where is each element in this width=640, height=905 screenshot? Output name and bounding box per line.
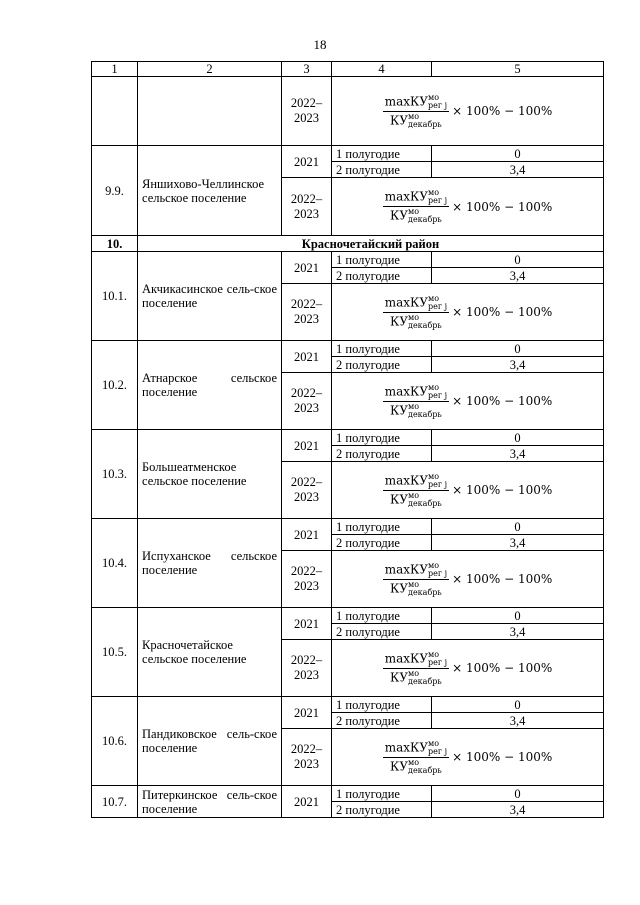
year-cell: 2021 (282, 252, 332, 284)
district-row (92, 236, 604, 252)
formula (383, 94, 553, 129)
year-cell: 2022– 2023 (282, 77, 332, 146)
table-row (92, 519, 604, 535)
formula-tail: × 100% − 100% (452, 199, 553, 214)
value-cell: 3,4 (432, 268, 604, 284)
name-cell: Испуханское сельское поселение (138, 519, 282, 608)
num-cell (92, 77, 138, 146)
value-cell: 0 (432, 252, 604, 268)
value-cell: 3,4 (432, 357, 604, 373)
district-name: Красночетайский район (138, 236, 604, 252)
num-cell: 10.6. (92, 697, 138, 786)
value-cell: 3,4 (432, 162, 604, 178)
formula-cell (332, 640, 604, 697)
formula-fraction: maxКУ мо рег j КУ мо декабрь (384, 649, 448, 686)
data-table (91, 61, 604, 818)
num-cell: 10.3. (92, 430, 138, 519)
year-cell: 2021 (282, 146, 332, 178)
page-number: 18 (313, 37, 327, 52)
num-cell: 10.7. (92, 786, 138, 818)
value-cell: 0 (432, 786, 604, 802)
header-row (92, 62, 604, 77)
name-cell: Питеркинское сель-ское поселение (138, 786, 282, 818)
year-cell: 2022– 2023 (282, 284, 332, 341)
formula-fraction: maxКУ мо рег j КУ мо декабрь (384, 738, 448, 775)
half-cell: 2 полугодие (332, 802, 432, 818)
year-cell: 2021 (282, 430, 332, 462)
formula (383, 384, 553, 419)
formula-fraction: maxКУ мо рег j КУ мо декабрь (384, 188, 448, 224)
half-cell: 1 полугодие (332, 519, 432, 535)
year-cell: 2021 (282, 786, 332, 818)
value-cell: 0 (432, 146, 604, 162)
formula (383, 562, 553, 597)
formula-fraction: maxКУ мо рег j КУ мо декабрь (384, 382, 448, 419)
formula-fraction: maxКУ мо рег j КУ мо декабрь (384, 471, 448, 508)
value-cell: 0 (432, 697, 604, 713)
value-cell: 3,4 (432, 624, 604, 640)
year-cell: 2021 (282, 608, 332, 640)
value-cell: 0 (432, 341, 604, 357)
header-cell: 4 (332, 62, 432, 77)
formula-tail: × 100% − 100% (452, 104, 553, 118)
half-cell: 1 полугодие (332, 608, 432, 624)
year-cell: 2021 (282, 341, 332, 373)
formula-tail: × 100% − 100% (452, 305, 553, 319)
header-cell: 1 (92, 62, 138, 77)
half-cell: 2 полугодие (332, 713, 432, 729)
value-cell: 3,4 (432, 713, 604, 729)
header-cell: 5 (432, 62, 604, 77)
formula-cell (332, 462, 604, 519)
formula (383, 473, 553, 508)
formula-cell (332, 178, 604, 236)
table-row (92, 77, 604, 146)
half-cell: 1 полугодие (332, 252, 432, 268)
num-cell: 10.1. (92, 252, 138, 341)
name-cell (138, 77, 282, 146)
half-cell: 1 полугодие (332, 341, 432, 357)
half-cell: 2 полугодие (332, 446, 432, 462)
value-cell: 3,4 (432, 535, 604, 551)
half-cell: 2 полугодие (332, 268, 432, 284)
formula-tail: × 100% − 100% (452, 750, 553, 764)
table-row (92, 697, 604, 713)
half-cell: 2 полугодие (332, 624, 432, 640)
formula-cell (332, 284, 604, 341)
half-cell: 1 полугодие (332, 430, 432, 446)
formula-tail: × 100% − 100% (452, 483, 553, 497)
formula (383, 651, 553, 686)
formula (383, 189, 553, 224)
half-cell: 2 полугодие (332, 162, 432, 178)
table-row (92, 252, 604, 268)
value-cell: 3,4 (432, 446, 604, 462)
value-cell: 0 (432, 519, 604, 535)
table-row (92, 146, 604, 162)
year-cell: 2021 (282, 519, 332, 551)
table-row (92, 430, 604, 446)
value-cell: 0 (432, 430, 604, 446)
table-row (92, 608, 604, 624)
formula (383, 740, 553, 775)
header-cell: 2 (138, 62, 282, 77)
num-cell: 10.5. (92, 608, 138, 697)
num-cell: 9.9. (92, 146, 138, 236)
formula-tail: × 100% − 100% (452, 572, 553, 586)
half-cell: 2 полугодие (332, 535, 432, 551)
year-cell: 2022– 2023 (282, 178, 332, 236)
table-row (92, 786, 604, 802)
year-cell: 2022– 2023 (282, 551, 332, 608)
formula-tail: × 100% − 100% (452, 394, 553, 408)
half-cell: 1 полугодие (332, 697, 432, 713)
name-cell: Красночетайское сельское поселение (138, 608, 282, 697)
half-cell: 1 полугодие (332, 146, 432, 162)
formula-cell (332, 551, 604, 608)
year-cell: 2021 (282, 697, 332, 729)
formula-fraction: maxКУ мо рег j КУ мо декабрь (384, 293, 448, 330)
half-cell: 1 полугодие (332, 786, 432, 802)
formula (383, 295, 553, 330)
formula-cell (332, 77, 604, 146)
header-cell: 3 (282, 62, 332, 77)
name-cell: Яншихово-Челлинское сельское поселение (138, 146, 282, 236)
year-cell: 2022– 2023 (282, 640, 332, 697)
year-cell: 2022– 2023 (282, 729, 332, 786)
table-row (92, 341, 604, 357)
num-cell: 10. (92, 236, 138, 252)
num-cell: 10.4. (92, 519, 138, 608)
name-cell: Большеатменское сельское поселение (138, 430, 282, 519)
formula-fraction: maxКУ мо рег j КУ мо декабрь (384, 560, 448, 597)
value-cell: 3,4 (432, 802, 604, 818)
num-cell: 10.2. (92, 341, 138, 430)
year-cell: 2022– 2023 (282, 373, 332, 430)
name-cell: Атнарское сельское поселение (138, 341, 282, 430)
name-cell: Акчикасинское сель-ское поселение (138, 252, 282, 341)
formula-cell (332, 729, 604, 786)
year-cell: 2022– 2023 (282, 462, 332, 519)
formula-cell (332, 373, 604, 430)
name-cell: Пандиковское сель-ское поселение (138, 697, 282, 786)
half-cell: 2 полугодие (332, 357, 432, 373)
value-cell: 0 (432, 608, 604, 624)
formula-fraction: maxКУ мо рег j КУ мо декабрь (384, 92, 448, 129)
formula-tail: × 100% − 100% (452, 661, 553, 675)
